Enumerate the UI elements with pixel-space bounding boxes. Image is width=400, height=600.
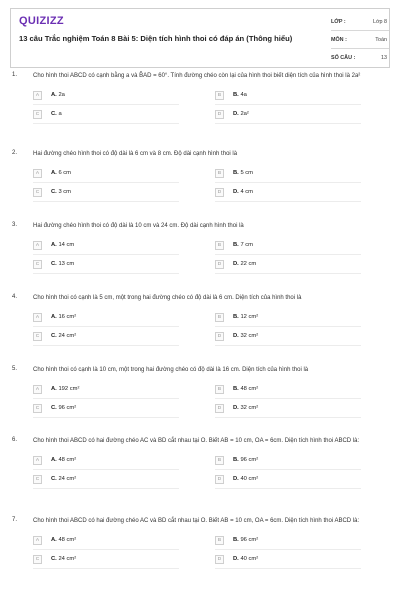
answer-underline <box>33 104 179 105</box>
option-letter-box: A <box>33 91 42 100</box>
answer-option-a[interactable] <box>33 311 179 324</box>
option-letter-box: A <box>33 313 42 322</box>
option-value: 32 cm² <box>240 333 259 339</box>
quizizz-logo: QUIZIZZ <box>19 15 64 27</box>
option-label: B. <box>233 170 239 176</box>
answer-underline <box>33 326 179 327</box>
option-value: 3 cm <box>58 189 71 195</box>
option-label: C. <box>51 476 57 482</box>
answer-options <box>33 534 381 566</box>
answer-underline <box>33 417 179 418</box>
option-value: 24 cm² <box>58 556 77 562</box>
option-letter-box: D <box>215 188 224 197</box>
option-letter-box: A <box>33 456 42 465</box>
option-value: 48 cm² <box>58 537 77 543</box>
question-5 <box>0 366 400 437</box>
worksheet-title: 13 câu Trắc nghiệm Toán 8 Bài 5: Diện tích hình thoi có đáp án (Thông hiểu) <box>19 34 293 43</box>
meta-row-class <box>331 13 389 31</box>
answer-option-b[interactable] <box>215 311 361 324</box>
answer-option-c[interactable] <box>33 553 179 566</box>
option-value: 192 cm² <box>58 386 80 392</box>
option-letter-box: C <box>33 332 42 341</box>
option-label: C. <box>51 111 57 117</box>
option-letter-box: D <box>215 332 224 341</box>
option-letter-box: A <box>33 169 42 178</box>
answer-underline <box>215 345 361 346</box>
answer-option-a[interactable] <box>33 383 179 396</box>
answer-option-c[interactable] <box>33 473 179 486</box>
answer-option-d[interactable] <box>215 553 361 566</box>
answer-underline <box>215 273 361 274</box>
option-label: C. <box>51 189 57 195</box>
option-letter-box: B <box>215 313 224 322</box>
answer-underline <box>33 345 179 346</box>
question-text: Cho hình thoi có cạnh là 10 cm, một trong hai đường chéo có độ dài là 16 cm. Diện tích của hình thoi là <box>33 367 309 373</box>
answer-option-a[interactable] <box>33 167 179 180</box>
question-number: 5. <box>12 366 18 372</box>
question-number: 7. <box>12 517 18 523</box>
meta-value: 13 <box>381 54 387 61</box>
option-value: 2a <box>58 92 65 98</box>
question-number: 2. <box>12 150 18 156</box>
option-label: C. <box>51 261 57 267</box>
question-text: Cho hình thoi ABCD có cạnh bằng a và B̂AD = 60°. Tính đường chéo còn lại của hình thoi biết diện tích của hình thoi là 2a² <box>33 73 361 79</box>
answer-option-d[interactable] <box>215 330 361 343</box>
option-letter-box: B <box>215 91 224 100</box>
option-letter-box: A <box>33 536 42 545</box>
answer-option-b[interactable] <box>215 534 361 547</box>
answer-option-b[interactable] <box>215 89 361 102</box>
option-letter-box: D <box>215 555 224 564</box>
option-value: 13 cm <box>58 261 75 267</box>
option-label: D. <box>233 556 239 562</box>
option-value: 24 cm² <box>58 476 77 482</box>
option-letter-box: B <box>215 536 224 545</box>
answer-option-c[interactable] <box>33 108 179 121</box>
option-label: A. <box>51 457 57 463</box>
question-4 <box>0 294 400 366</box>
answer-underline <box>215 201 361 202</box>
option-letter-box: B <box>215 385 224 394</box>
answer-underline <box>33 398 179 399</box>
answer-underline <box>215 568 361 569</box>
option-value: 32 cm² <box>240 405 259 411</box>
answer-option-a[interactable] <box>33 454 179 467</box>
question-text: Cho hình thoi ABCD có hai đường chéo AC và BD cắt nhau tại O. Biết AB = 10 cm, OA = 6cm. Diện tích hình thoi ABCD là: <box>33 518 360 524</box>
option-value: 7 cm <box>240 242 253 248</box>
answer-underline <box>33 273 179 274</box>
answer-underline <box>33 488 179 489</box>
answer-options <box>33 167 381 199</box>
answer-underline <box>215 417 361 418</box>
option-label: A. <box>51 170 57 176</box>
option-label: B. <box>233 92 239 98</box>
option-value: 22 cm <box>240 261 257 267</box>
option-label: B. <box>233 386 239 392</box>
question-number: 6. <box>12 437 18 443</box>
question-text: Hai đường chéo hình thoi có độ dài là 6 cm và 8 cm. Độ dài cạnh hình thoi là <box>33 151 238 157</box>
answer-option-a[interactable] <box>33 239 179 252</box>
option-value: 14 cm <box>58 242 75 248</box>
meta-label: LỚP : <box>331 18 346 25</box>
option-label: D. <box>233 405 239 411</box>
answer-option-d[interactable] <box>215 108 361 121</box>
option-label: D. <box>233 189 239 195</box>
meta-label: SỐ CÂU : <box>331 54 356 61</box>
option-value: 96 cm² <box>240 537 259 543</box>
question-text: Cho hình thoi có cạnh là 5 cm, một trong hai đường chéo có độ dài là 6 cm. Diện tích của hình thoi là <box>33 295 302 301</box>
answer-underline <box>215 326 361 327</box>
answer-option-d[interactable] <box>215 402 361 415</box>
meta-value: Toán <box>375 36 387 43</box>
question-2 <box>0 150 400 222</box>
option-label: C. <box>51 333 57 339</box>
option-letter-box: A <box>33 385 42 394</box>
option-label: B. <box>233 242 239 248</box>
answer-underline <box>215 488 361 489</box>
question-text: Cho hình thoi ABCD có hai đường chéo AC và BD cắt nhau tại O. Biết AB = 10 cm, OA = 6cm. Diện tích hình thoi ABCD là: <box>33 438 360 444</box>
answer-options <box>33 311 381 343</box>
question-number: 1. <box>12 72 18 78</box>
option-value: 40 cm² <box>240 476 259 482</box>
option-label: C. <box>51 556 57 562</box>
answer-option-d[interactable] <box>215 186 361 199</box>
option-value: 48 cm² <box>58 457 77 463</box>
worksheet-meta <box>331 13 389 66</box>
answer-underline <box>215 182 361 183</box>
option-label: A. <box>51 386 57 392</box>
worksheet-header <box>10 8 390 68</box>
answer-option-c[interactable] <box>33 330 179 343</box>
option-label: B. <box>233 314 239 320</box>
option-value: 24 cm² <box>58 333 77 339</box>
question-6 <box>0 437 400 517</box>
option-value: 5 cm <box>240 170 253 176</box>
option-letter-box: C <box>33 475 42 484</box>
option-label: A. <box>51 537 57 543</box>
option-value: 48 cm² <box>240 386 259 392</box>
answer-underline <box>215 469 361 470</box>
answer-underline <box>33 549 179 550</box>
answer-underline <box>215 398 361 399</box>
answer-option-b[interactable] <box>215 454 361 467</box>
option-value: 16 cm² <box>58 314 77 320</box>
option-letter-box: C <box>33 188 42 197</box>
answer-option-a[interactable] <box>33 534 179 547</box>
answer-underline <box>33 469 179 470</box>
answer-option-b[interactable] <box>215 167 361 180</box>
option-letter-box: B <box>215 456 224 465</box>
answer-underline <box>33 123 179 124</box>
option-label: C. <box>51 405 57 411</box>
option-label: A. <box>51 242 57 248</box>
option-label: D. <box>233 261 239 267</box>
question-1 <box>0 72 400 150</box>
question-7 <box>0 517 400 595</box>
option-value: 96 cm² <box>58 405 77 411</box>
option-value: 6 cm <box>58 170 71 176</box>
option-letter-box: D <box>215 404 224 413</box>
answer-option-c[interactable] <box>33 258 179 271</box>
option-label: A. <box>51 314 57 320</box>
option-label: D. <box>233 333 239 339</box>
meta-row-subject <box>331 31 389 49</box>
answer-option-d[interactable] <box>215 473 361 486</box>
answer-underline <box>33 254 179 255</box>
answer-option-b[interactable] <box>215 239 361 252</box>
option-letter-box: B <box>215 169 224 178</box>
option-letter-box: A <box>33 241 42 250</box>
answer-options <box>33 454 381 486</box>
question-text: Hai đường chéo hình thoi có độ dài là 10 cm và 24 cm. Độ dài cạnh hình thoi là <box>33 223 244 229</box>
meta-label: MÔN : <box>331 36 347 43</box>
answer-underline <box>33 568 179 569</box>
answer-option-c[interactable] <box>33 402 179 415</box>
answer-options <box>33 89 381 121</box>
option-label: D. <box>233 476 239 482</box>
answer-options <box>33 239 381 271</box>
question-list <box>0 72 400 595</box>
option-label: B. <box>233 457 239 463</box>
question-number: 3. <box>12 222 18 228</box>
option-letter-box: D <box>215 110 224 119</box>
answer-underline <box>215 549 361 550</box>
answer-underline <box>33 201 179 202</box>
option-letter-box: D <box>215 260 224 269</box>
option-label: A. <box>51 92 57 98</box>
meta-value: Lớp 8 <box>372 18 387 25</box>
question-number: 4. <box>12 294 18 300</box>
option-letter-box: C <box>33 110 42 119</box>
answer-option-c[interactable] <box>33 186 179 199</box>
answer-underline <box>33 182 179 183</box>
answer-option-d[interactable] <box>215 258 361 271</box>
option-letter-box: D <box>215 475 224 484</box>
option-value: a <box>58 111 62 117</box>
option-value: 4 cm <box>240 189 253 195</box>
option-letter-box: C <box>33 260 42 269</box>
answer-option-b[interactable] <box>215 383 361 396</box>
option-value: 4a <box>240 92 247 98</box>
option-letter-box: C <box>33 404 42 413</box>
answer-underline <box>215 104 361 105</box>
option-letter-box: B <box>215 241 224 250</box>
meta-row-count <box>331 49 389 66</box>
option-label: B. <box>233 537 239 543</box>
option-value: 12 cm² <box>240 314 259 320</box>
answer-underline <box>215 123 361 124</box>
answer-option-a[interactable] <box>33 89 179 102</box>
option-value: 40 cm² <box>240 556 259 562</box>
answer-underline <box>215 254 361 255</box>
option-letter-box: C <box>33 555 42 564</box>
question-3 <box>0 222 400 294</box>
option-value: 2a² <box>240 111 249 117</box>
option-label: D. <box>233 111 239 117</box>
option-value: 96 cm² <box>240 457 259 463</box>
answer-options <box>33 383 381 415</box>
